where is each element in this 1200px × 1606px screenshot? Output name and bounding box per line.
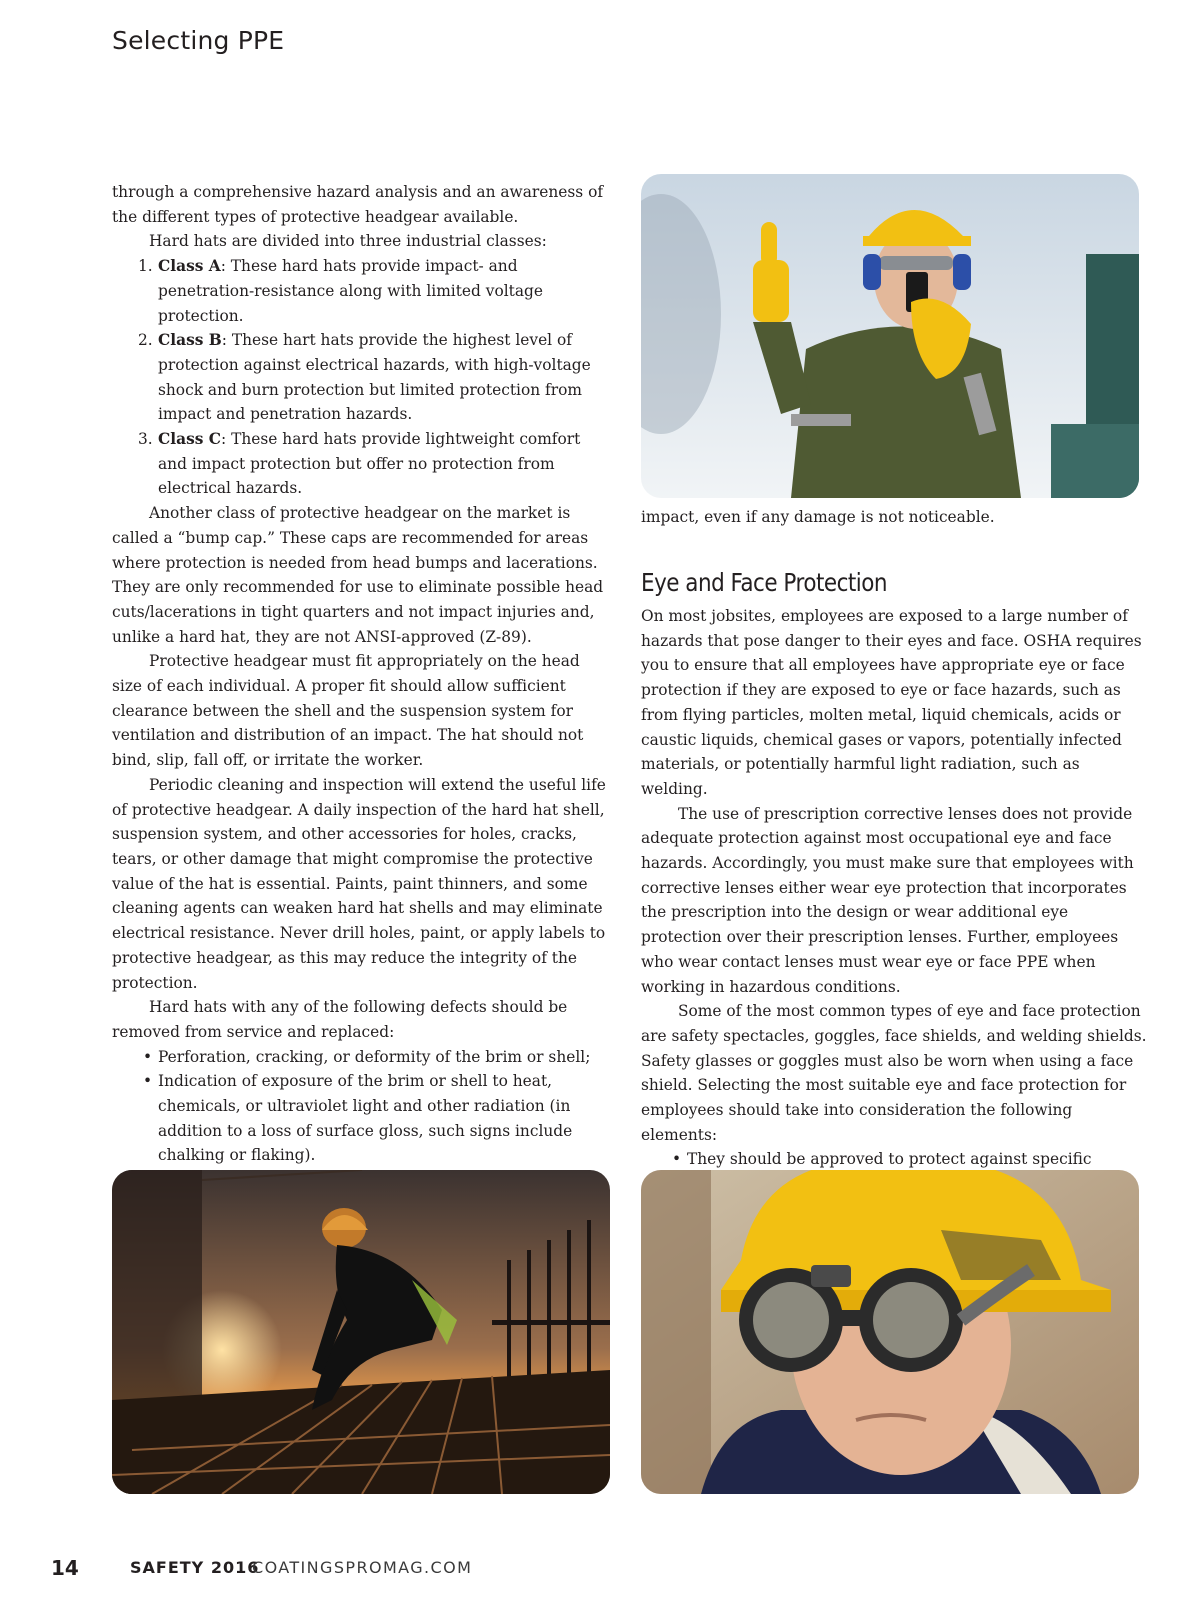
section-title: Selecting PPE [112, 26, 285, 55]
paragraph: through a comprehensive hazard analysis and an awareness of the different types of protective headgear available. [112, 183, 604, 226]
paragraph: Some of the most common types of eye and face protection are safety spectacles, goggles, face shields, and welding shields. Safety glasses or goggles must also be worn when using a face shield. Selecting the most suitable eye and face protection for employees should take into consideration the following elements: [641, 1002, 1147, 1144]
list-item: 3. Class C: These hard hats provide lightweight comfort and impact protection but offer no protection from electrical hazards. [138, 430, 581, 498]
list-item: 1. Class A: These hard hats provide impact- and penetration-resistance along with limited voltage protection. [138, 257, 543, 325]
paragraph: impact, even if any damage is not noticeable. [641, 508, 995, 526]
paragraph: On most jobsites, employees are exposed to a large number of hazards that pose danger to their eyes and face. OSHA requires you to ensure that all employees have appropriate eye or face protection if they are exposed to eye or face hazards, such as from flying particles, molten metal, liquid chemicals, acids or caustic liquids, chemical gases or vapors, potentially infected materials, or potentially harmful light radiation, such as welding. [641, 607, 1142, 798]
paragraph: Periodic cleaning and inspection will extend the useful life of protective headgear. A daily inspection of the hard hat shell, suspension system, and other accessories for holes, cracks, tears, or other damage that might compromise the protective value of the hat is essential. Paints, paint thinners, and some cleaning agents can weaken hard hat shells and may eliminate electrical resistance. Never drill holes, paint, or apply labels to protective headgear, as this may reduce the integrity of the protection. [112, 775, 606, 992]
defect-list [112, 1045, 612, 1169]
paragraph: The use of prescription corrective lenses does not provide adequate protection against most occupational eye and face hazards. Accordingly, you must make sure that employees with corrective lenses either wear eye protection that incorporates the prescription into the design or wear additional eye protection over their prescription lenses. Further, employees who wear contact lenses must wear eye or face PPE when working in hazardous conditions. [641, 804, 1134, 996]
paragraph: Hard hats are divided into three industrial classes: [149, 232, 547, 251]
paragraph: Another class of protective headgear on the market is called a “bump cap.” These caps are recommended for areas where protection is needed from head bumps and lacerations. They are only recommended for use to eliminate possible head cuts/lacerations in tight quarters and not impact injuries and, unlike a hard hat, they are not ANSI-approved (Z-89). [112, 504, 604, 646]
worker-thumbs-up-photo [641, 174, 1139, 498]
list-item: 2. Class B: These hart hats provide the highest level of protection against electrical hazards, with high-voltage shock and burn protection but limited protection from impact and penetration hazards. [138, 331, 591, 424]
list-item: • They should be approved to protect against specific [641, 1147, 1151, 1172]
class-name: Class B [158, 331, 222, 350]
list-item: • Perforation, cracking, or deformity of the brim or shell; [112, 1045, 612, 1070]
class-name: Class A [158, 257, 221, 276]
class-name: Class C [158, 430, 222, 449]
right-column [641, 604, 1151, 1172]
paragraph: Protective headgear must fit appropriately on the head size of each individual. A proper fit should allow sufficient clearance between the shell and the suspension system for ventilation and distribution of an impact. The hat should not bind, slip, fall off, or irritate the worker. [112, 652, 584, 770]
list-item: • Indication of exposure of the brim or shell to heat, chemicals, or ultraviolet light and other radiation (in addition to a loss of surface gloss, such signs include chalking or flaking). [112, 1069, 612, 1168]
worker-silhouette-sunset-photo [112, 1170, 610, 1494]
right-column-top [641, 505, 1141, 530]
page-number: 14 [51, 1556, 79, 1580]
hard-hat-class-list [112, 254, 612, 501]
bullet-icon: • [672, 1150, 682, 1169]
bullet-icon: • [143, 1072, 153, 1091]
section-heading: Eye and Face Protection [641, 568, 888, 597]
left-column [112, 180, 612, 1193]
paragraph: Hard hats with any of the following defects should be removed from service and replaced: [112, 998, 568, 1041]
website-url: COATINGSPROMAG.COM [252, 1558, 473, 1577]
worker-goggles-photo [641, 1170, 1139, 1494]
bullet-icon: • [143, 1047, 153, 1066]
page-footer [51, 1556, 473, 1580]
selection-criteria-list [641, 1147, 1151, 1172]
magazine-issue: SAFETY 2016 [130, 1558, 260, 1577]
